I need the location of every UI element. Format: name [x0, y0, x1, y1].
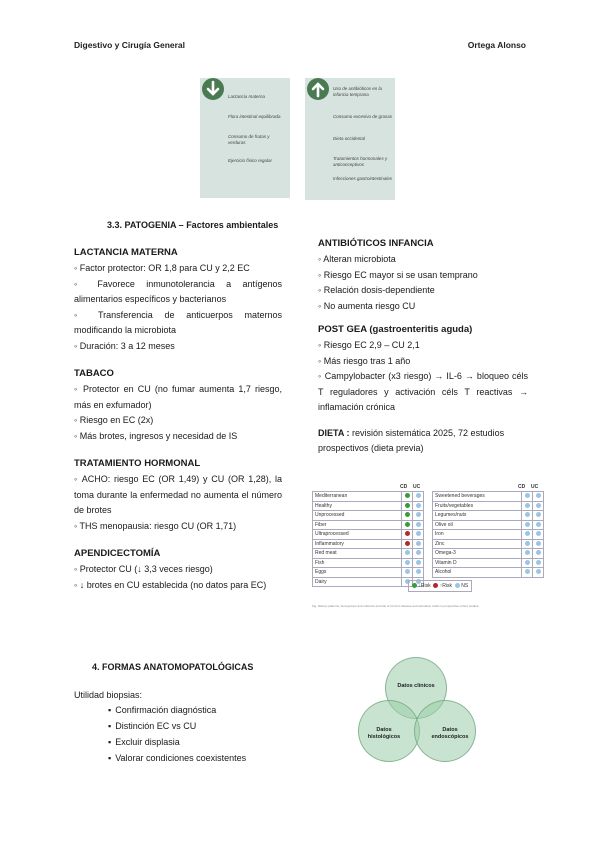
diet-caption: Fig. Dietary patterns, food groups and nutrients and risk of Crohn's disease and ulcerative colitis in prospective cohort studies.: [312, 604, 480, 608]
arrow-up-icon: [307, 78, 329, 100]
lactancia-title: LACTANCIA MATERNA: [74, 247, 178, 258]
risk-dot: [536, 550, 541, 555]
down-line-4: Ejercicio físico regular: [228, 158, 273, 163]
diet-cell-uc: [413, 501, 424, 511]
diet-cell-cd: [522, 549, 533, 559]
diet-row: [433, 539, 544, 549]
diet-row: [433, 549, 544, 559]
diet-row-name: Legumes/nuts: [433, 511, 522, 521]
diet-cell-uc: [413, 492, 424, 502]
risk-dot: [525, 541, 530, 546]
apendicectomia-item: ◦ ↓ brotes en CU establecida (no datos para EC): [74, 579, 267, 590]
section4-title: 4. FORMAS ANATOMOPATOLÓGICAS: [92, 662, 254, 672]
diet-cell-cd: [522, 530, 533, 540]
risk-dot: [416, 512, 421, 517]
diet-row-name: Omega-3: [433, 549, 522, 559]
risk-dot: [405, 493, 410, 498]
diet-row-name: Ultraprocessed: [313, 530, 402, 540]
section-title: 3.3. PATOGENIA – Factores ambientales: [107, 220, 279, 230]
diet-cell-uc: [533, 530, 544, 540]
antibioticos-title: ANTIBIÓTICOS INFANCIA: [318, 238, 434, 249]
diet-cell-cd: [402, 558, 413, 568]
protective-factors-box: [200, 78, 290, 198]
diet-row-name: Iron: [433, 530, 522, 540]
venn-diagram: [358, 657, 478, 773]
risk-dot: [405, 550, 410, 555]
col-uc-left: UC: [413, 484, 421, 490]
legend-up: ↑Risk: [439, 583, 453, 589]
diet-cell-uc: [533, 492, 544, 502]
hormonal-title: TRATAMIENTO HORMONAL: [74, 458, 201, 469]
diet-row: [313, 577, 424, 587]
risk-dot: [536, 531, 541, 536]
biopsy-item: ▪ Valorar condiciones coexistentes: [108, 750, 246, 766]
down-line-2: Flora intestinal equilibrada: [228, 114, 281, 119]
diet-row-name: Unprocessed: [313, 511, 402, 521]
diet-row-name: Healthy: [313, 501, 402, 511]
diet-cell-uc: [533, 568, 544, 578]
down-line-1: Lactancia materna: [228, 94, 266, 99]
risk-dot: [525, 522, 530, 527]
diet-row: [433, 492, 544, 502]
left-column: [74, 247, 282, 593]
diet-cell-uc: [413, 539, 424, 549]
apendicectomia-title: APENDICECTOMÍA: [74, 548, 161, 559]
legend-ns: NS: [461, 583, 469, 589]
venn-label-top: Datos clínicos: [397, 683, 435, 689]
diet-cell-cd: [522, 568, 533, 578]
dieta-label: DIETA :: [318, 427, 350, 438]
lactancia-item: ◦ Duración: 3 a 12 meses: [74, 340, 175, 351]
header-right: Ortega Alonso: [467, 40, 526, 50]
venn-label-right: Datos endoscópicos: [431, 727, 469, 740]
postgea-item: ◦ Más riesgo tras 1 año: [318, 355, 411, 366]
risk-dot: [405, 512, 410, 517]
risk-dot: [536, 560, 541, 565]
risk-dot: [536, 569, 541, 574]
postgea-item: ◦ Riesgo EC 2,9 – CU 2,1: [318, 340, 420, 350]
risk-dot: [525, 512, 530, 517]
lactancia-item: ◦ Favorece inmunotolerancia a antígenos alimentarios específicos y bacterianos: [74, 278, 282, 304]
risk-dot: [525, 569, 530, 574]
biopsy-list: [108, 702, 246, 766]
diet-cell-cd: [522, 520, 533, 530]
risk-dot: [416, 560, 421, 565]
diet-table: [312, 484, 544, 602]
dieta-paragraph: [318, 426, 528, 457]
legend-down: ↓Risk: [418, 583, 431, 589]
diet-row-name: Red meat: [313, 549, 402, 559]
diet-row-name: Sweetened beverages: [433, 492, 522, 502]
diet-row-name: Inflammatory: [313, 539, 402, 549]
diet-cell-cd: [522, 492, 533, 502]
diet-row-name: Fish: [313, 558, 402, 568]
diet-table-right: [432, 491, 544, 578]
risk-dot: [405, 541, 410, 546]
diet-cell-cd: [402, 549, 413, 559]
venn-label-left: Datos histológicos: [367, 727, 401, 740]
diet-row: [313, 530, 424, 540]
diet-row-name: Zinc: [433, 539, 522, 549]
down-risk-dot: [412, 583, 417, 588]
diet-cell-uc: [413, 568, 424, 578]
header-left: Digestivo y Cirugía General: [74, 40, 186, 50]
down-line-3: Consumo de frutas y verduras: [228, 134, 270, 145]
diet-row: [313, 539, 424, 549]
postgea-title: POST GEA (gastroenteritis aguda): [318, 324, 473, 335]
risk-dot: [416, 503, 421, 508]
risk-dot: [525, 493, 530, 498]
diet-table-left: [312, 491, 424, 587]
risk-dot: [525, 503, 530, 508]
ns-dot: [455, 583, 460, 588]
diet-row: [433, 520, 544, 530]
diet-row: [433, 501, 544, 511]
risk-dot: [416, 493, 421, 498]
risk-dot: [416, 522, 421, 527]
diet-row: [433, 511, 544, 521]
diet-cell-cd: [402, 520, 413, 530]
biopsy-item: ▪ Excluir displasia: [108, 734, 246, 750]
tabaco-item: ◦ Riesgo en EC (2x): [74, 415, 154, 425]
apendicectomia-item: ◦ Protector CU (↓ 3,3 veces riesgo): [74, 564, 213, 574]
diet-cell-cd: [402, 501, 413, 511]
lactancia-item: ◦ Transferencia de anticuerpos maternos modificando la microbiota: [74, 309, 282, 335]
risk-dot: [525, 560, 530, 565]
diet-row: [313, 492, 424, 502]
diet-row: [313, 549, 424, 559]
up-line-4: Tratamientos hormonales y anticonceptivos: [333, 156, 388, 167]
diet-row: [313, 520, 424, 530]
risk-dot: [416, 569, 421, 574]
diet-row: [313, 558, 424, 568]
tabaco-item: ◦ Más brotes, ingresos y necesidad de IS: [74, 430, 238, 441]
postgea-item: ◦ Campylobacter (x3 riesgo) → IL-6 → bloqueo céls T reguladores y activación céls T reactivas → inflamación crónica: [318, 371, 528, 412]
risk-dot: [536, 503, 541, 508]
risk-dot: [405, 531, 410, 536]
antibioticos-item: ◦ Riesgo EC mayor si se usan temprano: [318, 269, 478, 280]
diet-cell-cd: [402, 530, 413, 540]
biopsy-intro: Utilidad biopsias:: [74, 690, 143, 700]
right-column: [318, 238, 528, 457]
risk-dot: [536, 522, 541, 527]
risk-dot: [525, 531, 530, 536]
diet-row-name: Mediterranean: [313, 492, 402, 502]
diet-row-name: Dairy: [313, 577, 402, 587]
risk-dot: [405, 522, 410, 527]
risk-dot: [416, 541, 421, 546]
diet-cell-cd: [402, 539, 413, 549]
diet-cell-cd: [522, 501, 533, 511]
hormonal-item: ◦ THS menopausia: riesgo CU (OR 1,71): [74, 520, 237, 531]
diet-row: [433, 530, 544, 540]
diet-cell-uc: [533, 549, 544, 559]
diet-row-name: Eggs: [313, 568, 402, 578]
diet-row: [313, 568, 424, 578]
risk-dot: [536, 541, 541, 546]
lactancia-item: ◦ Factor protector: OR 1,8 para CU y 2,2 EC: [74, 263, 250, 273]
diet-row-name: Alcohol: [433, 568, 522, 578]
risk-dot: [405, 569, 410, 574]
diet-cell-uc: [413, 549, 424, 559]
diet-cell-uc: [413, 530, 424, 540]
up-line-2: Consumo excesivo de grasas: [333, 114, 393, 119]
diet-row: [313, 511, 424, 521]
col-cd-left: CD: [400, 484, 408, 490]
diet-cell-uc: [533, 501, 544, 511]
risk-dot: [405, 560, 410, 565]
antibioticos-item: ◦ Relación dosis-dependiente: [318, 285, 435, 295]
diet-row: [433, 558, 544, 568]
diet-cell-uc: [533, 511, 544, 521]
risk-dot: [536, 512, 541, 517]
diet-cell-uc: [413, 511, 424, 521]
risk-dot: [416, 550, 421, 555]
diet-row: [313, 501, 424, 511]
risk-dot: [525, 550, 530, 555]
diet-row-name: Fiber: [313, 520, 402, 530]
risk-factors-box: [305, 78, 395, 200]
antibioticos-item: ◦ Alteran microbiota: [318, 254, 396, 264]
diet-cell-uc: [413, 520, 424, 530]
up-line-3: Dieta occidental: [333, 136, 366, 141]
antibioticos-item: ◦ No aumenta riesgo CU: [318, 300, 416, 311]
diet-row-name: Olive oil: [433, 520, 522, 530]
diet-row-name: Fruits/vegetables: [433, 501, 522, 511]
diet-cell-cd: [522, 511, 533, 521]
col-cd-right: CD: [518, 484, 526, 490]
diet-cell-cd: [402, 492, 413, 502]
diet-row: [433, 568, 544, 578]
tabaco-item: ◦ Protector en CU (no fumar aumenta 1,7 riesgo, más en exfumador): [74, 384, 282, 410]
tabaco-title: TABACO: [74, 368, 114, 379]
up-line-1: Uso de antibióticos en la infancia temprana: [333, 86, 383, 97]
diet-cell-uc: [533, 520, 544, 530]
diet-legend: [408, 580, 472, 592]
col-uc-right: UC: [531, 484, 539, 490]
up-risk-dot: [433, 583, 438, 588]
up-line-5: Infecciones gastrointestinales: [333, 176, 393, 181]
diet-cell-cd: [402, 511, 413, 521]
arrow-down-icon: [202, 78, 224, 100]
risk-dot: [416, 531, 421, 536]
diet-cell-uc: [533, 539, 544, 549]
hormonal-item: ◦ ACHO: riesgo EC (OR 1,49) y CU (OR 1,28), la toma durante la enfermedad no aumenta el número de brotes: [74, 474, 282, 515]
diet-cell-cd: [522, 558, 533, 568]
risk-dot: [405, 503, 410, 508]
biopsy-item: ▪ Distinción EC vs CU: [108, 718, 246, 734]
risk-dot: [536, 493, 541, 498]
biopsy-item: ▪ Confirmación diagnóstica: [108, 702, 246, 718]
dieta-text: revisión sistemática 2025, 72 estudios prospectivos (dieta previa): [318, 427, 505, 453]
diet-cell-uc: [413, 558, 424, 568]
diet-cell-cd: [402, 568, 413, 578]
diet-row-name: Vitamin D: [433, 558, 522, 568]
diet-cell-uc: [533, 558, 544, 568]
diet-cell-cd: [522, 539, 533, 549]
